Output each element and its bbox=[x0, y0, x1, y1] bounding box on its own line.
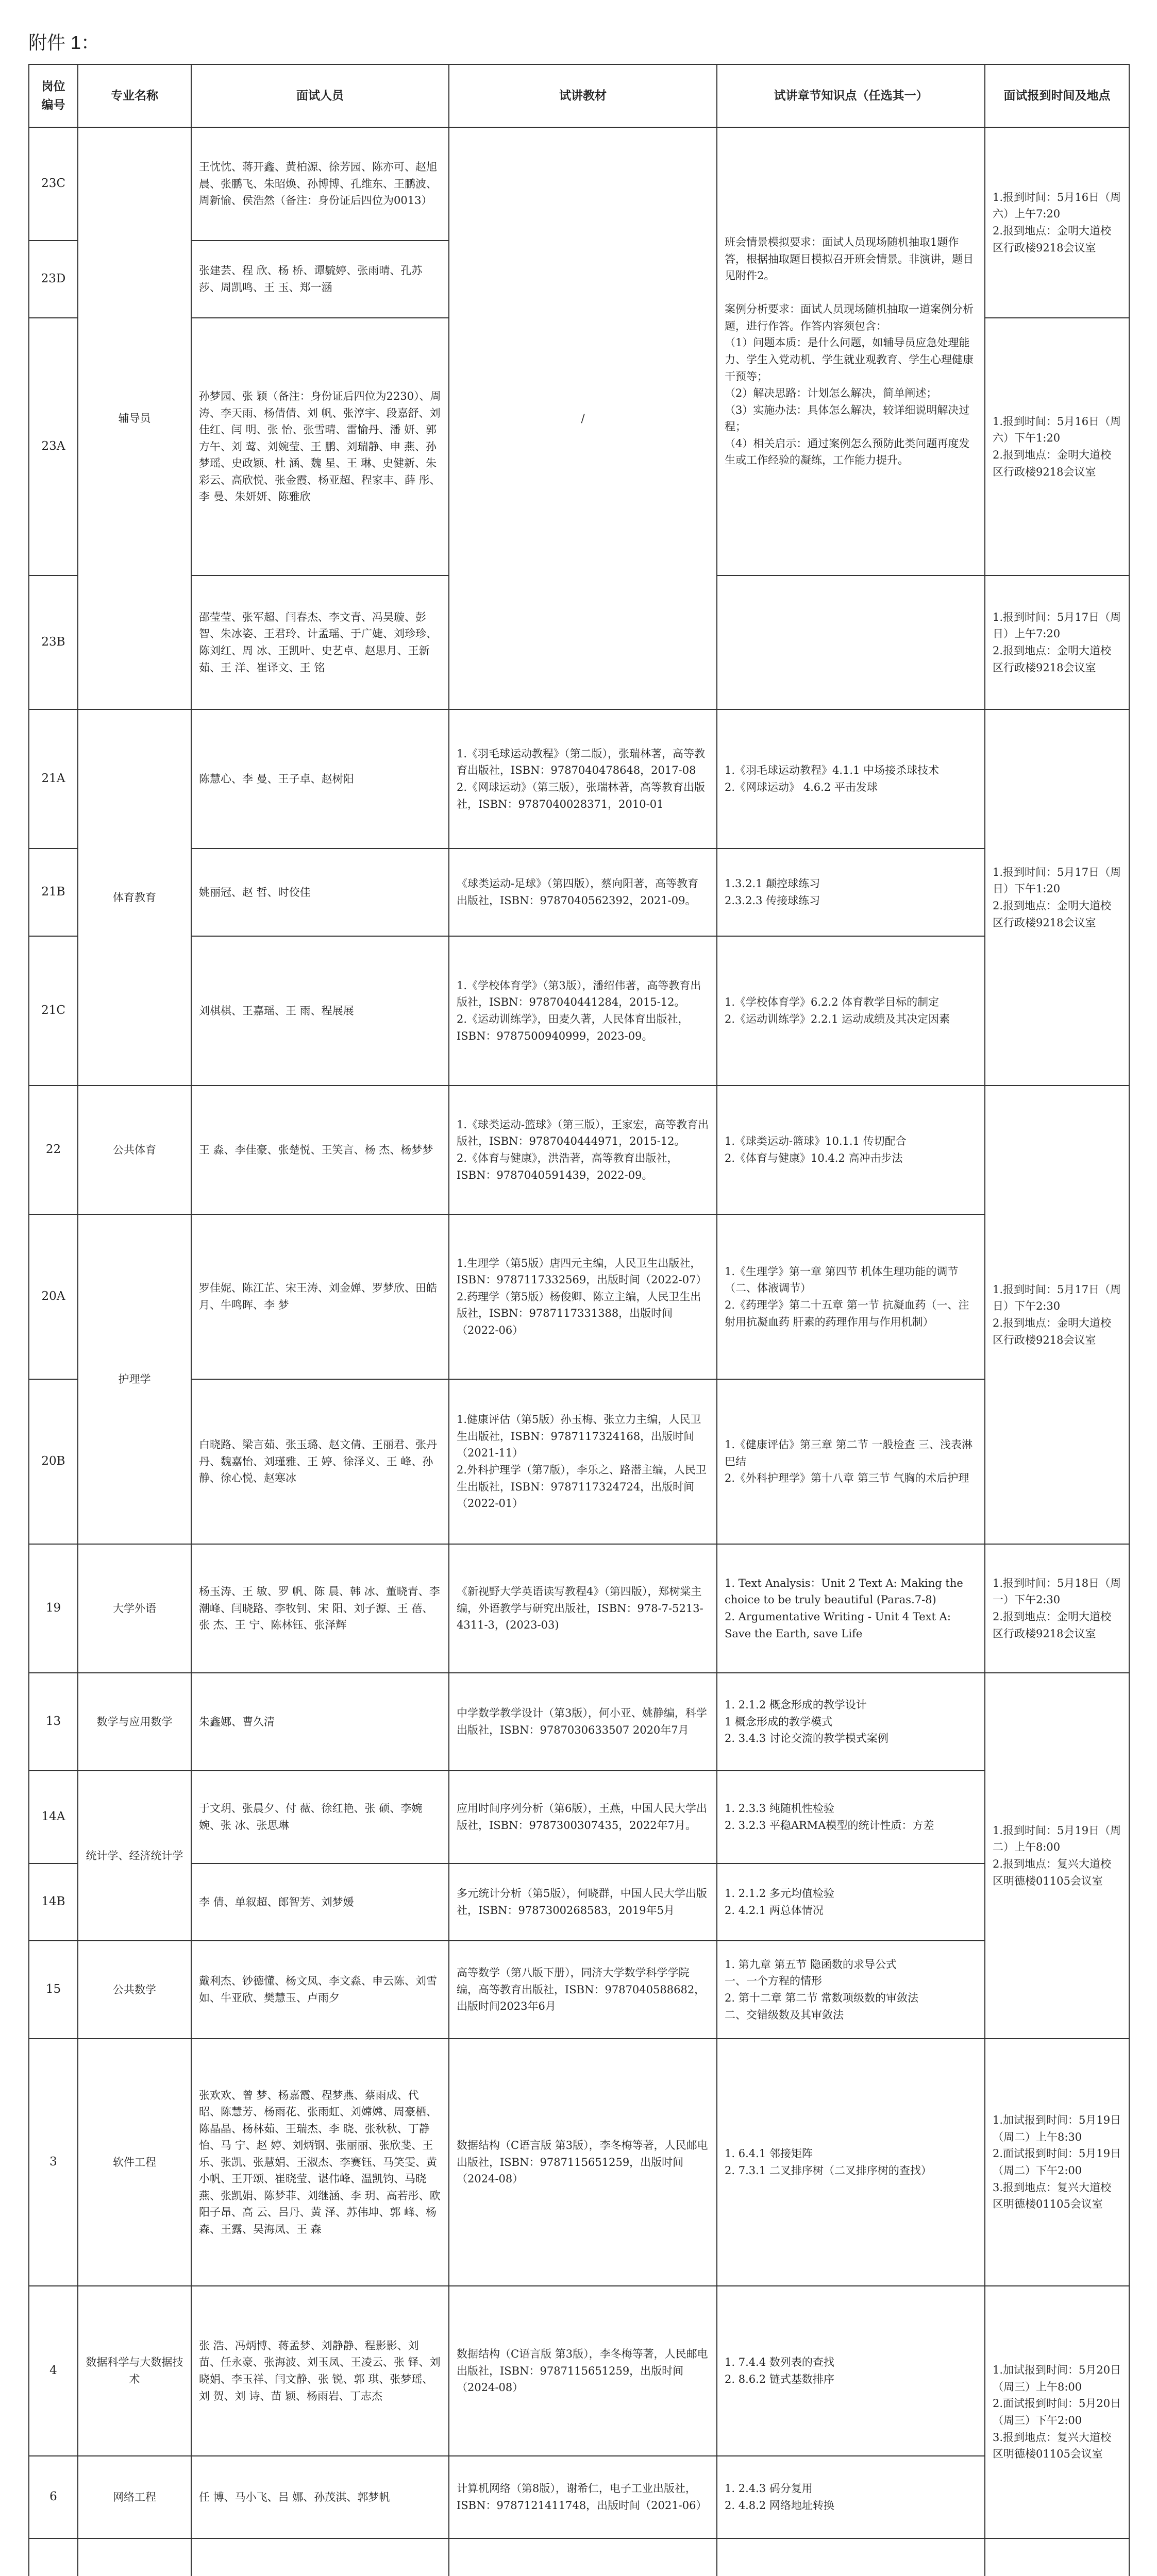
book-info: 1.《球类运动-篮球》（第三版），王家宏，高等教育出版社，ISBN：9787040444971，2015-12。 2.《体育与健康》，洪浩著，高等教育出版社，ISBN：9787040591439，2022-09。 bbox=[449, 1086, 717, 1214]
table-row bbox=[29, 1544, 1129, 1673]
report-info: 1.报到时间：5月17日（周日）上午7:20 2.报到地点：金明大道校区行政楼9218会议室 bbox=[985, 575, 1129, 709]
people-list: 王 淼、李佳豪、张楚悦、王笑言、杨 杰、杨梦梦 bbox=[191, 1086, 449, 1214]
major-name: 公共数学 bbox=[78, 1941, 191, 2039]
book-info: 1.健康评估（第5版）孙玉梅、张立力主编，人民卫生出版社，ISBN：9787117324168，出版时间（2021-11） 2.外科护理学（第7版），李乐之、路潜主编，人民卫生出版社，ISBN：9787117324724，出版时间（2022-01） bbox=[449, 1379, 717, 1544]
table-row bbox=[29, 1214, 1129, 1379]
post-code: 3 bbox=[29, 2039, 78, 2286]
report-info: 1.报到时间：5月18日（周一）下午2:30 2.报到地点：金明大道校区行政楼9218会议室 bbox=[985, 1544, 1129, 1673]
points-info: 1. Text Analysis：Unit 2 Text A: Making the choice to be truly beautiful (Paras.7-8) 2. Argumentative Writing - Unit 4 Text A: Save the Earth, save Life bbox=[717, 1544, 985, 1673]
book-info: 应用时间序列分析（第6版），王燕，中国人民大学出版社，ISBN：9787300307435，2022年7月。 bbox=[449, 1771, 717, 1863]
interview-schedule-table bbox=[28, 64, 1130, 2576]
table-row bbox=[29, 1673, 1129, 1771]
major-name: 护理学 bbox=[78, 1214, 191, 1544]
people-list: 任 博、马小飞、吕 娜、孙茂淇、郭梦帆 bbox=[191, 2456, 449, 2538]
post-code: 21B bbox=[29, 849, 78, 936]
table-row bbox=[29, 849, 1129, 936]
table-header-row bbox=[29, 64, 1129, 127]
book-info: 中学数学教学设计（第3版），何小亚、姚静编，科学出版社，ISBN：9787030633507 2020年7月 bbox=[449, 1673, 717, 1771]
points-info: 1. 7.4.4 数列表的查找 2. 8.6.2 链式基数排序 bbox=[717, 2286, 985, 2456]
book-info: 《新视野大学英语读写教程4》（第四版），郑树棠主编，外语教学与研究出版社，ISBN：978-7-5213-4311-3，(2023-03) bbox=[449, 1544, 717, 1673]
header-points: 试讲章节知识点（任选其一） bbox=[717, 64, 985, 127]
major-name: 网络工程 bbox=[78, 2456, 191, 2538]
points-info: 1. 6.4.1 邻接矩阵 2. 7.3.1 二叉排序树（二叉排序树的查找） bbox=[717, 2039, 985, 2286]
people-list: 杨玉涛、王 敏、罗 帆、陈 晨、韩 冰、董晓青、李潮峰、闫晓路、李牧钊、宋 阳、刘子源、王 蓓、张 杰、王 宁、陈林钰、张泽辉 bbox=[191, 1544, 449, 1673]
book-info: 多元统计分析（第5版），何晓群，中国人民大学出版社，ISBN：9787300268583，2019年5月 bbox=[449, 1863, 717, 1941]
people-list: 于文玥、张晨夕、付 薇、徐红艳、张 硕、李婉婉、张 冰、张思琳 bbox=[191, 1771, 449, 1863]
post-code: 14A bbox=[29, 1771, 78, 1863]
post-code: 20A bbox=[29, 1214, 78, 1379]
major-name: 大学外语 bbox=[78, 1544, 191, 1673]
report-info: 1.报到时间：5月19日（周二）上午8:00 2.报到地点：复兴大道校区明德楼01105会议室 bbox=[985, 1673, 1129, 2039]
post-code: 15 bbox=[29, 1941, 78, 2039]
points-info: 班会情景模拟要求：面试人员现场随机抽取1题作答，根据抽取题目模拟召开班会情景。非演讲，题目见附件2。 案例分析要求：面试人员现场随机抽取一道案例分析题，进行作答。作答内容须包含： （1）问题本质：是什么问题，如辅导员应急处理能力、学生入党动机、学生就业观教育、学生心理健康干预等； （2）解决思路：计划怎么解决，简单阐述； （3）实施办法：具体怎么解决，较详细说明解决过程； （4）相关启示：通过案例怎么预防此类问题再度发生或工作经验的凝练，工作能力提升。 bbox=[717, 127, 985, 575]
post-code: 6 bbox=[29, 2456, 78, 2538]
header-major: 专业名称 bbox=[78, 64, 191, 127]
report-info: 1.报到时间：5月16日（周六）上午7:20 2.报到地点：金明大道校区行政楼9218会议室 bbox=[985, 127, 1129, 318]
people-list: 王忱忱、蒋开鑫、黄柏源、徐芳园、陈亦可、赵旭晨、张鹏飞、朱昭焕、孙博博、孔维东、王鹏波、周新愉、侯浩然（备注：身份证后四位为0013） bbox=[191, 127, 449, 241]
major-name: 软件工程 bbox=[78, 2039, 191, 2286]
major-name: 统计学、经济统计学 bbox=[78, 1771, 191, 1941]
table-row bbox=[29, 1086, 1129, 1214]
points-info: 1.《球类运动-篮球》10.1.1 传切配合 2.《体育与健康》10.4.2 高冲击步法 bbox=[717, 1086, 985, 1214]
post-code: 21C bbox=[29, 936, 78, 1086]
post-code: 13 bbox=[29, 1673, 78, 1771]
post-code: 22 bbox=[29, 1086, 78, 1214]
post-code: 23A bbox=[29, 318, 78, 575]
post-code: 23B bbox=[29, 575, 78, 709]
points-info: 1. 2.4.3 码分复用 2. 4.8.2 网络地址转换 bbox=[717, 2456, 985, 2538]
book-info: 计算机网络（第8版），谢希仁，电子工业出版社，ISBN：9787121411748，出版时间（2021-06） bbox=[449, 2456, 717, 2538]
major-name: 数据科学与大数据技术 bbox=[78, 2286, 191, 2456]
people-list: 孙梦园、张 颖（备注：身份证后四位为2230）、周 涛、李天雨、杨倩倩、刘 帆、张淳宇、段嘉舒、刘佳红、闫 明、张 怡、张雪晴、雷愉丹、潘 妍、郭方午、刘 莺、刘婉莹、王 鹏、刘瑞静、申 燕、孙梦瑶、史政颖、杜 涵、魏 星、王 琳、史健新、朱彩云、高欣悦、张金霞、杨亚超、程家丰、薛 彤、李 曼、朱妍妍、陈雅欣 bbox=[191, 318, 449, 575]
points-info: 1.《生理学》第一章 第四节 机体生理功能的调节（二、体液调节） 2.《药理学》第二十五章 第一节 抗凝血药（一、注射用抗凝血药 肝素的药理作用与作用机制） bbox=[717, 1214, 985, 1379]
report-info: 1.报到时间：5月17日（周日）下午2:30 2.报到地点：金明大道校区行政楼9218会议室 bbox=[985, 1086, 1129, 1544]
table-row bbox=[29, 1941, 1129, 2039]
people-list: 戴利杰、钞德懂、杨文凤、李文淼、申云陈、刘雪如、牛亚欣、樊慧玉、卢雨夕 bbox=[191, 1941, 449, 2039]
points-info: 1.《学校体育学》6.2.2 体育教学目标的制定 2.《运动训练学》2.2.1 运动成绩及其决定因素 bbox=[717, 936, 985, 1086]
people-list: 罗佳妮、陈江芷、宋王涛、刘金婵、罗梦欣、田皓月、牛鸣晖、李 梦 bbox=[191, 1214, 449, 1379]
table-row bbox=[29, 936, 1129, 1086]
report-info: 1.报到时间：5月17日（周日）下午1:20 2.报到地点：金明大道校区行政楼9218会议室 bbox=[985, 709, 1129, 1086]
report-info bbox=[985, 2538, 1129, 2576]
points-info: 1. 2.3.3 纯随机性检验 2. 3.2.3 平稳ARMA模型的统计性质：方差 bbox=[717, 1771, 985, 1863]
post-code bbox=[29, 2538, 78, 2576]
people-list: 张建芸、程 欣、杨 桥、谭毓婷、张雨晴、孔苏莎、周凯鸣、王 玉、郑一涵 bbox=[191, 241, 449, 318]
post-code: 23D bbox=[29, 241, 78, 318]
people-list: 张欢欢、曾 梦、杨嘉霞、程梦燕、蔡雨成、代 昭、陈慧芳、杨雨花、张雨虹、刘嫦嫦、周豪栖、陈晶晶、杨林茹、王瑞杰、李 晓、张秋秋、丁静怡、马 宁、赵 婷、刘炳钢、张丽丽、张欣斐、王 乐、张凯、张慧娟、王淑杰、李赛钰、马笑雯、黄小帆、王开颂、崔晓莹、谌伟峰、温凯钧、马晓燕、张凯娟、陈梦菲、刘继涵、李 玥、高若彤、欧阳子昂、高 云、吕丹、黄 泽、苏伟坤、郭 峰、杨 森、王露、吴海凤、王 森 bbox=[191, 2039, 449, 2286]
annex-title: 附件 1： bbox=[28, 32, 100, 53]
major-name: 公共体育 bbox=[78, 1086, 191, 1214]
points-info bbox=[717, 575, 985, 709]
table-row bbox=[29, 2456, 1129, 2538]
book-info: 数据结构（C语言版 第3版），李冬梅等著，人民邮电出版社，ISBN：9787115651259，出版时间（2024-08） bbox=[449, 2039, 717, 2286]
major-name: 数学与应用数学 bbox=[78, 1673, 191, 1771]
post-code: 23C bbox=[29, 127, 78, 241]
report-info: 1.加试报到时间：5月20日（周三）上午8:00 2.面试报到时间：5月20日（周三）下午2:00 3.报到地点：复兴大道校区明德楼01105会议室 bbox=[985, 2286, 1129, 2538]
people-list: 白晓路、梁言茹、张玉璐、赵文倩、王丽君、张丹丹、魏嘉怡、刘瑾雅、王 婷、徐泽义、王 峰、孙 静、徐心悦、赵寒冰 bbox=[191, 1379, 449, 1544]
book-info: 1.《学校体育学》（第3版），潘绍伟著，高等教育出版社，ISBN：9787040441284，2015-12。 2.《运动训练学》，田麦久著，人民体育出版社，ISBN：9787500940999，2023-09。 bbox=[449, 936, 717, 1086]
points-info: 1.《羽毛球运动教程》4.1.1 中场接杀球技术 2.《网球运动》 4.6.2 平击发球 bbox=[717, 709, 985, 849]
table-row bbox=[29, 2538, 1129, 2576]
people-list bbox=[191, 2538, 449, 2576]
people-list: 姚丽冠、赵 哲、时佼佳 bbox=[191, 849, 449, 936]
major-name bbox=[78, 2538, 191, 2576]
points-info: 1.3.2.1 颠控球练习 2.3.2.3 传接球练习 bbox=[717, 849, 985, 936]
header-report: 面试报到时间及地点 bbox=[985, 64, 1129, 127]
points-info: 1. 2.1.2 概念形成的教学设计 1 概念形成的教学模式 2. 3.4.3 讨论交流的教学模式案例 bbox=[717, 1673, 985, 1771]
header-people: 面试人员 bbox=[191, 64, 449, 127]
points-info bbox=[717, 2538, 985, 2576]
points-info: 1. 2.1.2 多元均值检验 2. 4.2.1 两总体情况 bbox=[717, 1863, 985, 1941]
major-name: 体育教育 bbox=[78, 709, 191, 1086]
book-info: / bbox=[449, 127, 717, 709]
points-info: 1. 第九章 第五节 隐函数的求导公式 一、一个方程的情形 2. 第十二章 第二节 常数项级数的审敛法 二、交错级数及其审敛法 bbox=[717, 1941, 985, 2039]
people-list: 邵莹莹、张军超、闫春杰、李文青、冯昊璇、彭 智、朱冰姿、王君玲、计孟瑶、于广婕、刘珍珍、陈刘红、周 冰、王凯叶、史艺卓、赵思月、王新茹、王 洋、崔译文、王 铭 bbox=[191, 575, 449, 709]
book-info: 高等数学（第八版下册），同济大学数学科学学院编，高等教育出版社，ISBN：9787040588682，出版时间2023年6月 bbox=[449, 1941, 717, 2039]
header-code: 岗位编号 bbox=[29, 64, 78, 127]
major-name: 辅导员 bbox=[78, 127, 191, 709]
post-code: 19 bbox=[29, 1544, 78, 1673]
post-code: 20B bbox=[29, 1379, 78, 1544]
people-list: 刘棋棋、王嘉瑶、王 雨、程展展 bbox=[191, 936, 449, 1086]
table-row bbox=[29, 2286, 1129, 2456]
book-info: 1.生理学（第5版）唐四元主编，人民卫生出版社，ISBN：9787117332569，出版时间（2022-07） 2.药理学（第5版）杨俊卿、陈立主编，人民卫生出版社，ISBN：9787117331388，出版时间（2022-06） bbox=[449, 1214, 717, 1379]
people-list: 张 浩、冯炳博、蒋孟梦、刘静静、程影影、刘 苗、任永豪、张海波、刘玉凤、王凌云、张 铎、刘晓娟、李玉祥、闫文静、张 锐、郭 琪、张梦瑶、刘 贺、刘 诗、苗 颖、杨雨岩、丁志杰 bbox=[191, 2286, 449, 2456]
header-book: 试讲教材 bbox=[449, 64, 717, 127]
book-info: 1.《羽毛球运动教程》（第二版），张瑞林著，高等教育出版社，ISBN：9787040478648，2017-08 2.《网球运动》（第三版），张瑞林著，高等教育出版社，ISBN：9787040028371，2010-01 bbox=[449, 709, 717, 849]
book-info: 《球类运动-足球》（第四版），蔡向阳著，高等教育出版社，ISBN：9787040562392，2021-09。 bbox=[449, 849, 717, 936]
people-list: 李 倩、单叙超、郎智芳、刘梦媛 bbox=[191, 1863, 449, 1941]
table-row bbox=[29, 127, 1129, 241]
points-info: 1.《健康评估》第三章 第二节 一般检查 三、浅表淋巴结 2.《外科护理学》第十八章 第三节 气胸的术后护理 bbox=[717, 1379, 985, 1544]
table-row bbox=[29, 1379, 1129, 1544]
table-row bbox=[29, 1771, 1129, 1863]
table-row bbox=[29, 2039, 1129, 2286]
table-row bbox=[29, 1863, 1129, 1941]
people-list: 陈慧心、李 曼、王子卓、赵树阳 bbox=[191, 709, 449, 849]
post-code: 14B bbox=[29, 1863, 78, 1941]
report-info: 1.加试报到时间：5月19日（周二）上午8:30 2.面试报到时间：5月19日（周二）下午2:00 3.报到地点：复兴大道校区明德楼01105会议室 bbox=[985, 2039, 1129, 2286]
book-info: 数据结构（C语言版 第3版），李冬梅等著，人民邮电出版社，ISBN：9787115651259，出版时间（2024-08） bbox=[449, 2286, 717, 2456]
table-row bbox=[29, 709, 1129, 849]
book-info bbox=[449, 2538, 717, 2576]
people-list: 朱鑫娜、曹久清 bbox=[191, 1673, 449, 1771]
report-info: 1.报到时间：5月16日（周六）下午1:20 2.报到地点：金明大道校区行政楼9218会议室 bbox=[985, 318, 1129, 575]
post-code: 4 bbox=[29, 2286, 78, 2456]
post-code: 21A bbox=[29, 709, 78, 849]
